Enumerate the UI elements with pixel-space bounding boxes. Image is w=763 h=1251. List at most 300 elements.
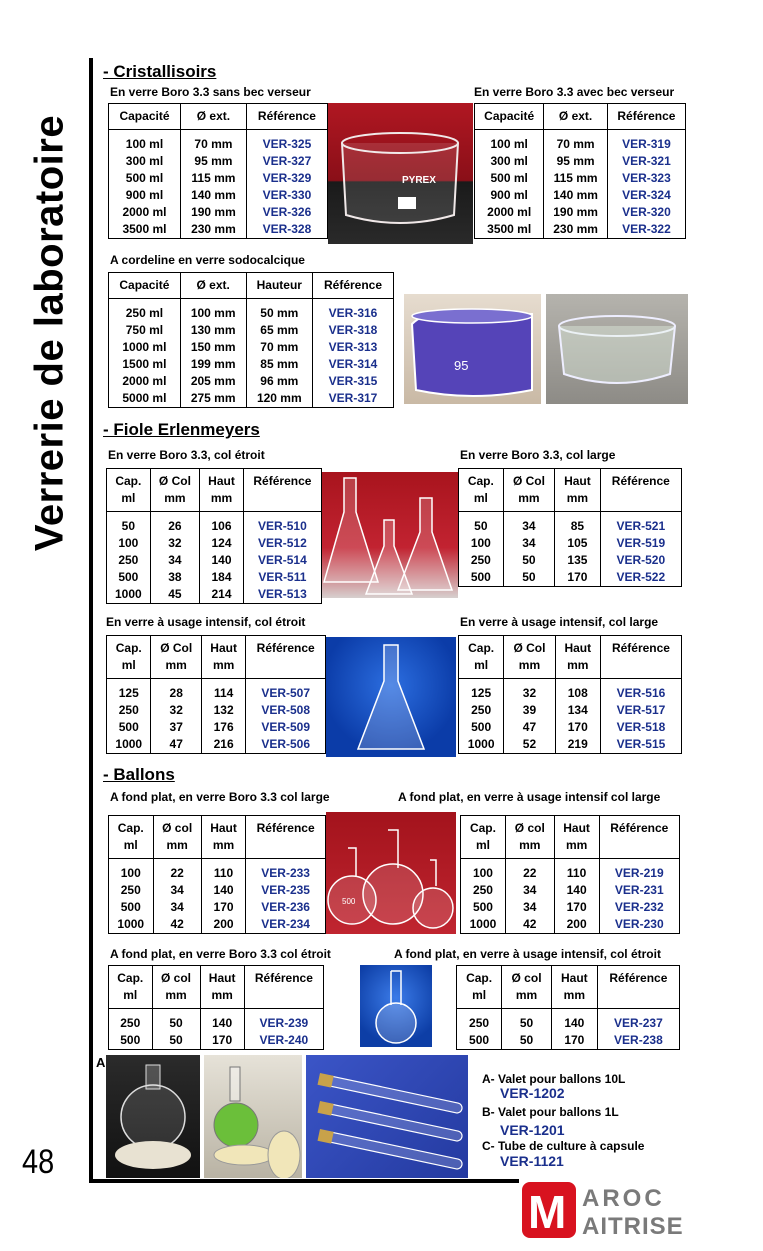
table-cell: 216 <box>201 736 245 754</box>
reference-cell: VER-512 <box>243 535 321 552</box>
subtitle-bal-boro-large: A fond plat, en verre Boro 3.3 col large <box>110 790 330 804</box>
table-cell: 100 <box>109 865 154 882</box>
reference-cell: VER-316 <box>313 305 394 322</box>
table-cell: 190 mm <box>180 204 246 221</box>
column-header: Haut mm <box>201 636 245 679</box>
table-row <box>109 899 326 916</box>
table-row <box>107 586 322 604</box>
table-row <box>109 1015 324 1032</box>
accessory-b-label: B- Valet pour ballons 1L <box>482 1105 619 1119</box>
table-row <box>109 356 394 373</box>
logo-letter: M <box>528 1186 567 1238</box>
table-row <box>459 552 682 569</box>
reference-cell: VER-521 <box>600 518 681 535</box>
erlenmeyer-blue-drawing <box>326 637 456 757</box>
flat-flask-red-drawing <box>326 812 456 934</box>
table-cell: 34 <box>505 882 554 899</box>
table-cell: 1000 <box>109 916 154 934</box>
reference-cell: VER-321 <box>607 153 685 170</box>
reference-cell: VER-329 <box>246 170 327 187</box>
table-cell: 1000 ml <box>109 339 181 356</box>
accessory-a-ref: VER-1202 <box>500 1085 565 1101</box>
column-header: Référence <box>246 636 326 679</box>
reference-cell: VER-508 <box>246 702 326 719</box>
table-cell: 70 mm <box>180 136 246 153</box>
table-cell: 2000 ml <box>109 204 181 221</box>
column-header: Référence <box>607 104 685 130</box>
table-row <box>109 221 328 239</box>
table-cell: 250 ml <box>109 305 181 322</box>
flat-flask-blue-image <box>360 965 432 1047</box>
support-1l-image <box>204 1055 302 1178</box>
table-row <box>107 736 326 754</box>
table-cell: 140 <box>200 1015 244 1032</box>
table-row <box>109 916 326 934</box>
column-header: Haut mm <box>555 636 600 679</box>
column-header: Haut mm <box>201 816 246 859</box>
subtitle-erl-int-large: En verre à usage intensif, col large <box>460 615 659 629</box>
table-cell: 114 <box>201 685 245 702</box>
table-cell: 250 <box>109 882 154 899</box>
table-cell: 50 <box>502 1015 552 1032</box>
table-cell: 108 <box>555 685 600 702</box>
table-row <box>109 187 328 204</box>
table-cell: 1000 <box>461 916 506 934</box>
table-cell: 500 <box>457 1032 502 1050</box>
table-cell: 85 <box>555 518 600 535</box>
table-erl-int-large <box>458 635 682 754</box>
reference-cell: VER-313 <box>313 339 394 356</box>
column-header: Capacité <box>109 104 181 130</box>
page-title: Verrerie de laboratoire <box>27 114 72 551</box>
accessory-c-ref: VER-1121 <box>500 1153 564 1169</box>
table-row <box>109 153 328 170</box>
column-header: Hauteur <box>246 273 312 299</box>
table-cell: 275 mm <box>180 390 246 408</box>
table-cell: 50 <box>459 518 504 535</box>
table-cell: 105 <box>555 535 600 552</box>
reference-cell: VER-314 <box>313 356 394 373</box>
table-row <box>109 305 394 322</box>
table-row <box>461 882 680 899</box>
table-cell: 250 <box>109 1015 153 1032</box>
table-cell: 3500 ml <box>109 221 181 239</box>
crystallizing-dish-drawing <box>328 103 473 244</box>
table-bal-boro-etroit <box>108 965 324 1050</box>
pyrex-label: PYREX <box>402 175 436 186</box>
table-cell: 134 <box>555 702 600 719</box>
table-cell: 47 <box>504 719 555 736</box>
table-row <box>109 882 326 899</box>
table-cell: 2000 ml <box>109 373 181 390</box>
table-cell: 110 <box>554 865 599 882</box>
column-header: Référence <box>246 104 327 130</box>
reference-cell: VER-324 <box>607 187 685 204</box>
blue-dish-image <box>404 294 541 404</box>
table-cell: 45 <box>150 586 200 604</box>
clear-dish-drawing <box>546 294 688 404</box>
table-cell: 100 ml <box>475 136 544 153</box>
table-row <box>107 719 326 736</box>
table-cell: 125 <box>107 685 151 702</box>
reference-cell: VER-315 <box>313 373 394 390</box>
reference-cell: VER-231 <box>599 882 679 899</box>
table-cell: 199 mm <box>180 356 246 373</box>
column-header: Haut mm <box>551 966 597 1009</box>
reference-cell: VER-219 <box>599 865 679 882</box>
table-cell: 70 mm <box>246 339 312 356</box>
table-cell: 500 ml <box>109 170 181 187</box>
table-cell: 135 <box>555 552 600 569</box>
table-cell: 34 <box>153 882 201 899</box>
table-cell: 750 ml <box>109 322 181 339</box>
table-cell: 214 <box>200 586 244 604</box>
table-cell: 32 <box>150 535 200 552</box>
flat-flask-red-image <box>326 812 456 934</box>
table-row <box>459 518 682 535</box>
table-cell: 38 <box>150 569 200 586</box>
table-row <box>459 719 682 736</box>
column-header: Ø Col mm <box>150 469 200 512</box>
table-cell: 500 <box>461 899 506 916</box>
table-cell: 85 mm <box>246 356 312 373</box>
table-row <box>457 1032 680 1050</box>
table-cell: 500 <box>459 569 504 587</box>
table-row <box>109 373 394 390</box>
table-cell: 170 <box>555 719 600 736</box>
reference-cell: VER-318 <box>313 322 394 339</box>
reference-cell: VER-232 <box>599 899 679 916</box>
column-header: Cap. ml <box>457 966 502 1009</box>
column-header: Ø col mm <box>502 966 552 1009</box>
subtitle-cris-avec: En verre Boro 3.3 avec bec verseur <box>474 85 675 99</box>
table-cell: 65 mm <box>246 322 312 339</box>
table-bal-int-large <box>460 815 680 934</box>
table-row <box>109 170 328 187</box>
table-cell: 22 <box>153 865 201 882</box>
table-cell: 124 <box>200 535 244 552</box>
table-cell: 500 <box>107 719 151 736</box>
table-cell: 42 <box>505 916 554 934</box>
table-bal-boro-large <box>108 815 326 934</box>
table-cell: 500 <box>109 1032 153 1050</box>
table-cell: 115 mm <box>544 170 607 187</box>
table-cell: 100 <box>461 865 506 882</box>
table-row <box>107 535 322 552</box>
column-header: Haut mm <box>200 966 244 1009</box>
column-header: Cap. ml <box>109 966 153 1009</box>
table-cell: 32 <box>504 685 555 702</box>
column-header: Cap. ml <box>109 816 154 859</box>
column-header: Ø col mm <box>505 816 554 859</box>
bottom-border-line <box>89 1179 519 1183</box>
table-cell: 34 <box>153 899 201 916</box>
support-10l-drawing <box>106 1055 200 1178</box>
page-title-vertical <box>10 60 90 605</box>
column-header: Cap. ml <box>461 816 506 859</box>
column-header: Haut mm <box>200 469 244 512</box>
table-row <box>107 702 326 719</box>
table-cell: 26 <box>150 518 200 535</box>
column-header: Ø col mm <box>153 816 201 859</box>
table-cell: 22 <box>505 865 554 882</box>
table-cell: 150 mm <box>180 339 246 356</box>
logo-drawing <box>520 1180 720 1240</box>
table-cell: 184 <box>200 569 244 586</box>
accessory-c-label: C- Tube de culture à capsule <box>482 1139 645 1153</box>
reference-cell: VER-522 <box>600 569 681 587</box>
subtitle-bal-int-large: A fond plat, en verre à usage intensif col large <box>398 790 661 804</box>
reference-cell: VER-515 <box>600 736 681 754</box>
table-cell: 34 <box>503 535 555 552</box>
erlenmeyer-red-drawing <box>322 472 458 598</box>
reference-cell: VER-230 <box>599 916 679 934</box>
reference-cell: VER-317 <box>313 390 394 408</box>
reference-cell: VER-237 <box>597 1015 679 1032</box>
section-ballons: - Ballons <box>103 765 175 784</box>
reference-cell: VER-520 <box>600 552 681 569</box>
reference-cell: VER-319 <box>607 136 685 153</box>
logo-line2: AITRISE <box>582 1213 684 1240</box>
table-cell: 100 ml <box>109 136 181 153</box>
table-cell: 140 mm <box>544 187 607 204</box>
reference-cell: VER-322 <box>607 221 685 239</box>
table-row <box>461 865 680 882</box>
reference-cell: VER-328 <box>246 221 327 239</box>
subtitle-erl-boro-large: En verre Boro 3.3, col large <box>460 448 616 462</box>
column-header: Haut mm <box>555 469 600 512</box>
table-row <box>457 1015 680 1032</box>
image-label-a: A <box>96 1055 106 1070</box>
table-row <box>475 170 686 187</box>
table-cell: 125 <box>459 685 504 702</box>
table-row <box>461 916 680 934</box>
table-cell: 70 mm <box>544 136 607 153</box>
column-header: Cap. ml <box>459 636 504 679</box>
table-cell: 1000 <box>107 736 151 754</box>
column-header: Ø Col mm <box>503 469 555 512</box>
table-cell: 170 <box>555 569 600 587</box>
table-cell: 50 <box>152 1032 200 1050</box>
crystallizing-dish-image <box>328 103 473 244</box>
table-row <box>107 685 326 702</box>
table-erl-boro-large <box>458 468 682 587</box>
table-cell: 140 mm <box>180 187 246 204</box>
table-cell: 28 <box>151 685 201 702</box>
table-cell: 300 ml <box>109 153 181 170</box>
table-cell: 170 <box>551 1032 597 1050</box>
table-row <box>475 136 686 153</box>
table-cell: 170 <box>201 899 246 916</box>
table-row <box>459 736 682 754</box>
table-cell: 140 <box>554 882 599 899</box>
table-cell: 95 mm <box>180 153 246 170</box>
table-cell: 50 <box>503 552 555 569</box>
column-header: Ø Col mm <box>504 636 555 679</box>
table-cell: 1500 ml <box>109 356 181 373</box>
table-cell: 100 <box>459 535 504 552</box>
table-cris-sans <box>108 103 328 239</box>
beaker-mark: 95 <box>454 358 469 373</box>
table-row <box>109 322 394 339</box>
table-cell: 170 <box>200 1032 244 1050</box>
table-cell: 170 <box>554 899 599 916</box>
table-cell: 176 <box>201 719 245 736</box>
table-row <box>109 865 326 882</box>
culture-tubes-image <box>306 1055 468 1178</box>
reference-cell: VER-514 <box>243 552 321 569</box>
table-row <box>109 136 328 153</box>
accessory-a-label: A- Valet pour ballons 10L <box>482 1072 626 1086</box>
table-cell: 1000 <box>107 586 151 604</box>
table-cell: 120 mm <box>246 390 312 408</box>
flat-flask-blue-drawing <box>360 965 432 1047</box>
table-cell: 250 <box>107 702 151 719</box>
table-cell: 230 mm <box>544 221 607 239</box>
column-header: Ø ext. <box>544 104 607 130</box>
table-cell: 34 <box>503 518 555 535</box>
table-cell: 500 <box>107 569 151 586</box>
column-header: Cap. ml <box>459 469 504 512</box>
reference-cell: VER-325 <box>246 136 327 153</box>
clear-dish-image <box>546 294 688 404</box>
table-cell: 42 <box>153 916 201 934</box>
table-cell: 140 <box>551 1015 597 1032</box>
reference-cell: VER-327 <box>246 153 327 170</box>
table-cell: 3500 ml <box>475 221 544 239</box>
table-cell: 140 <box>200 552 244 569</box>
table-cell: 500 <box>459 719 504 736</box>
column-header: Capacité <box>109 273 181 299</box>
table-cell: 34 <box>150 552 200 569</box>
column-header: Référence <box>243 469 321 512</box>
table-cell: 5000 ml <box>109 390 181 408</box>
subtitle-bal-boro-etroit: A fond plat, en verre Boro 3.3 col étroit <box>110 947 331 961</box>
table-cell: 50 mm <box>246 305 312 322</box>
reference-cell: VER-323 <box>607 170 685 187</box>
column-header: Ø Col mm <box>151 636 201 679</box>
table-cell: 95 mm <box>544 153 607 170</box>
reference-cell: VER-509 <box>246 719 326 736</box>
table-cell: 190 mm <box>544 204 607 221</box>
table-row <box>459 535 682 552</box>
table-cell: 52 <box>504 736 555 754</box>
reference-cell: VER-513 <box>243 586 321 604</box>
column-header: Référence <box>600 636 681 679</box>
table-cell: 250 <box>107 552 151 569</box>
table-cell: 250 <box>461 882 506 899</box>
support-10l-image <box>106 1055 200 1178</box>
table-row <box>459 569 682 587</box>
column-header: Référence <box>600 469 681 512</box>
logo-line1: AROC <box>582 1185 665 1212</box>
table-cell: 2000 ml <box>475 204 544 221</box>
reference-cell: VER-517 <box>600 702 681 719</box>
table-cell: 900 ml <box>109 187 181 204</box>
subtitle-cris-sans: En verre Boro 3.3 sans bec verseur <box>110 85 311 99</box>
table-cordeline <box>108 272 394 408</box>
reference-cell: VER-234 <box>246 916 326 934</box>
table-cell: 250 <box>459 702 504 719</box>
reference-cell: VER-238 <box>597 1032 679 1050</box>
table-row <box>475 204 686 221</box>
table-row <box>459 685 682 702</box>
reference-cell: VER-235 <box>246 882 326 899</box>
table-cell: 100 <box>107 535 151 552</box>
support-1l-drawing <box>204 1055 302 1178</box>
column-header: Haut mm <box>554 816 599 859</box>
blue-dish-drawing <box>404 294 541 404</box>
table-row <box>109 204 328 221</box>
table-cell: 50 <box>503 569 555 587</box>
subtitle-bal-int-etroit: A fond plat, en verre à usage intensif, col étroit <box>394 947 661 961</box>
reference-cell: VER-519 <box>600 535 681 552</box>
table-cell: 1000 <box>459 736 504 754</box>
maroc-maitrise-logo <box>520 1180 720 1240</box>
reference-cell: VER-518 <box>600 719 681 736</box>
subtitle-cris-cordeline: A cordeline en verre sodocalcique <box>110 253 305 267</box>
table-row <box>107 569 322 586</box>
section-erlenmeyers: - Fiole Erlenmeyers <box>103 420 260 439</box>
table-cell: 250 <box>459 552 504 569</box>
column-header: Ø col mm <box>152 966 200 1009</box>
table-cell: 34 <box>505 899 554 916</box>
table-cell: 500 <box>109 899 154 916</box>
reference-cell: VER-511 <box>243 569 321 586</box>
table-cell: 50 <box>107 518 151 535</box>
table-cell: 115 mm <box>180 170 246 187</box>
table-row <box>109 390 394 408</box>
table-cell: 50 <box>502 1032 552 1050</box>
table-row <box>109 1032 324 1050</box>
reference-cell: VER-239 <box>244 1015 323 1032</box>
table-row <box>475 221 686 239</box>
reference-cell: VER-507 <box>246 685 326 702</box>
table-row <box>475 187 686 204</box>
reference-cell: VER-320 <box>607 204 685 221</box>
column-header: Référence <box>599 816 679 859</box>
table-cell: 96 mm <box>246 373 312 390</box>
reference-cell: VER-240 <box>244 1032 323 1050</box>
table-cell: 132 <box>201 702 245 719</box>
table-cell: 230 mm <box>180 221 246 239</box>
table-cell: 110 <box>201 865 246 882</box>
table-cell: 140 <box>201 882 246 899</box>
table-cell: 200 <box>554 916 599 934</box>
table-cell: 205 mm <box>180 373 246 390</box>
table-cell: 300 ml <box>475 153 544 170</box>
reference-cell: VER-233 <box>246 865 326 882</box>
column-header: Ø ext. <box>180 104 246 130</box>
left-border-line <box>89 58 93 1183</box>
table-cell: 32 <box>151 702 201 719</box>
column-header: Référence <box>244 966 323 1009</box>
table-cell: 100 mm <box>180 305 246 322</box>
page-number: 48 <box>22 1143 55 1181</box>
accessory-b-ref: VER-1201 <box>500 1122 565 1138</box>
table-cell: 106 <box>200 518 244 535</box>
table-cell: 130 mm <box>180 322 246 339</box>
erlenmeyer-red-image <box>322 472 458 598</box>
column-header: Référence <box>597 966 679 1009</box>
subtitle-erl-int-etroit: En verre à usage intensif, col étroit <box>106 615 306 629</box>
table-row <box>475 153 686 170</box>
table-row <box>109 339 394 356</box>
table-cell: 47 <box>151 736 201 754</box>
table-cell: 900 ml <box>475 187 544 204</box>
reference-cell: VER-326 <box>246 204 327 221</box>
erlenmeyer-blue-image <box>326 637 456 757</box>
